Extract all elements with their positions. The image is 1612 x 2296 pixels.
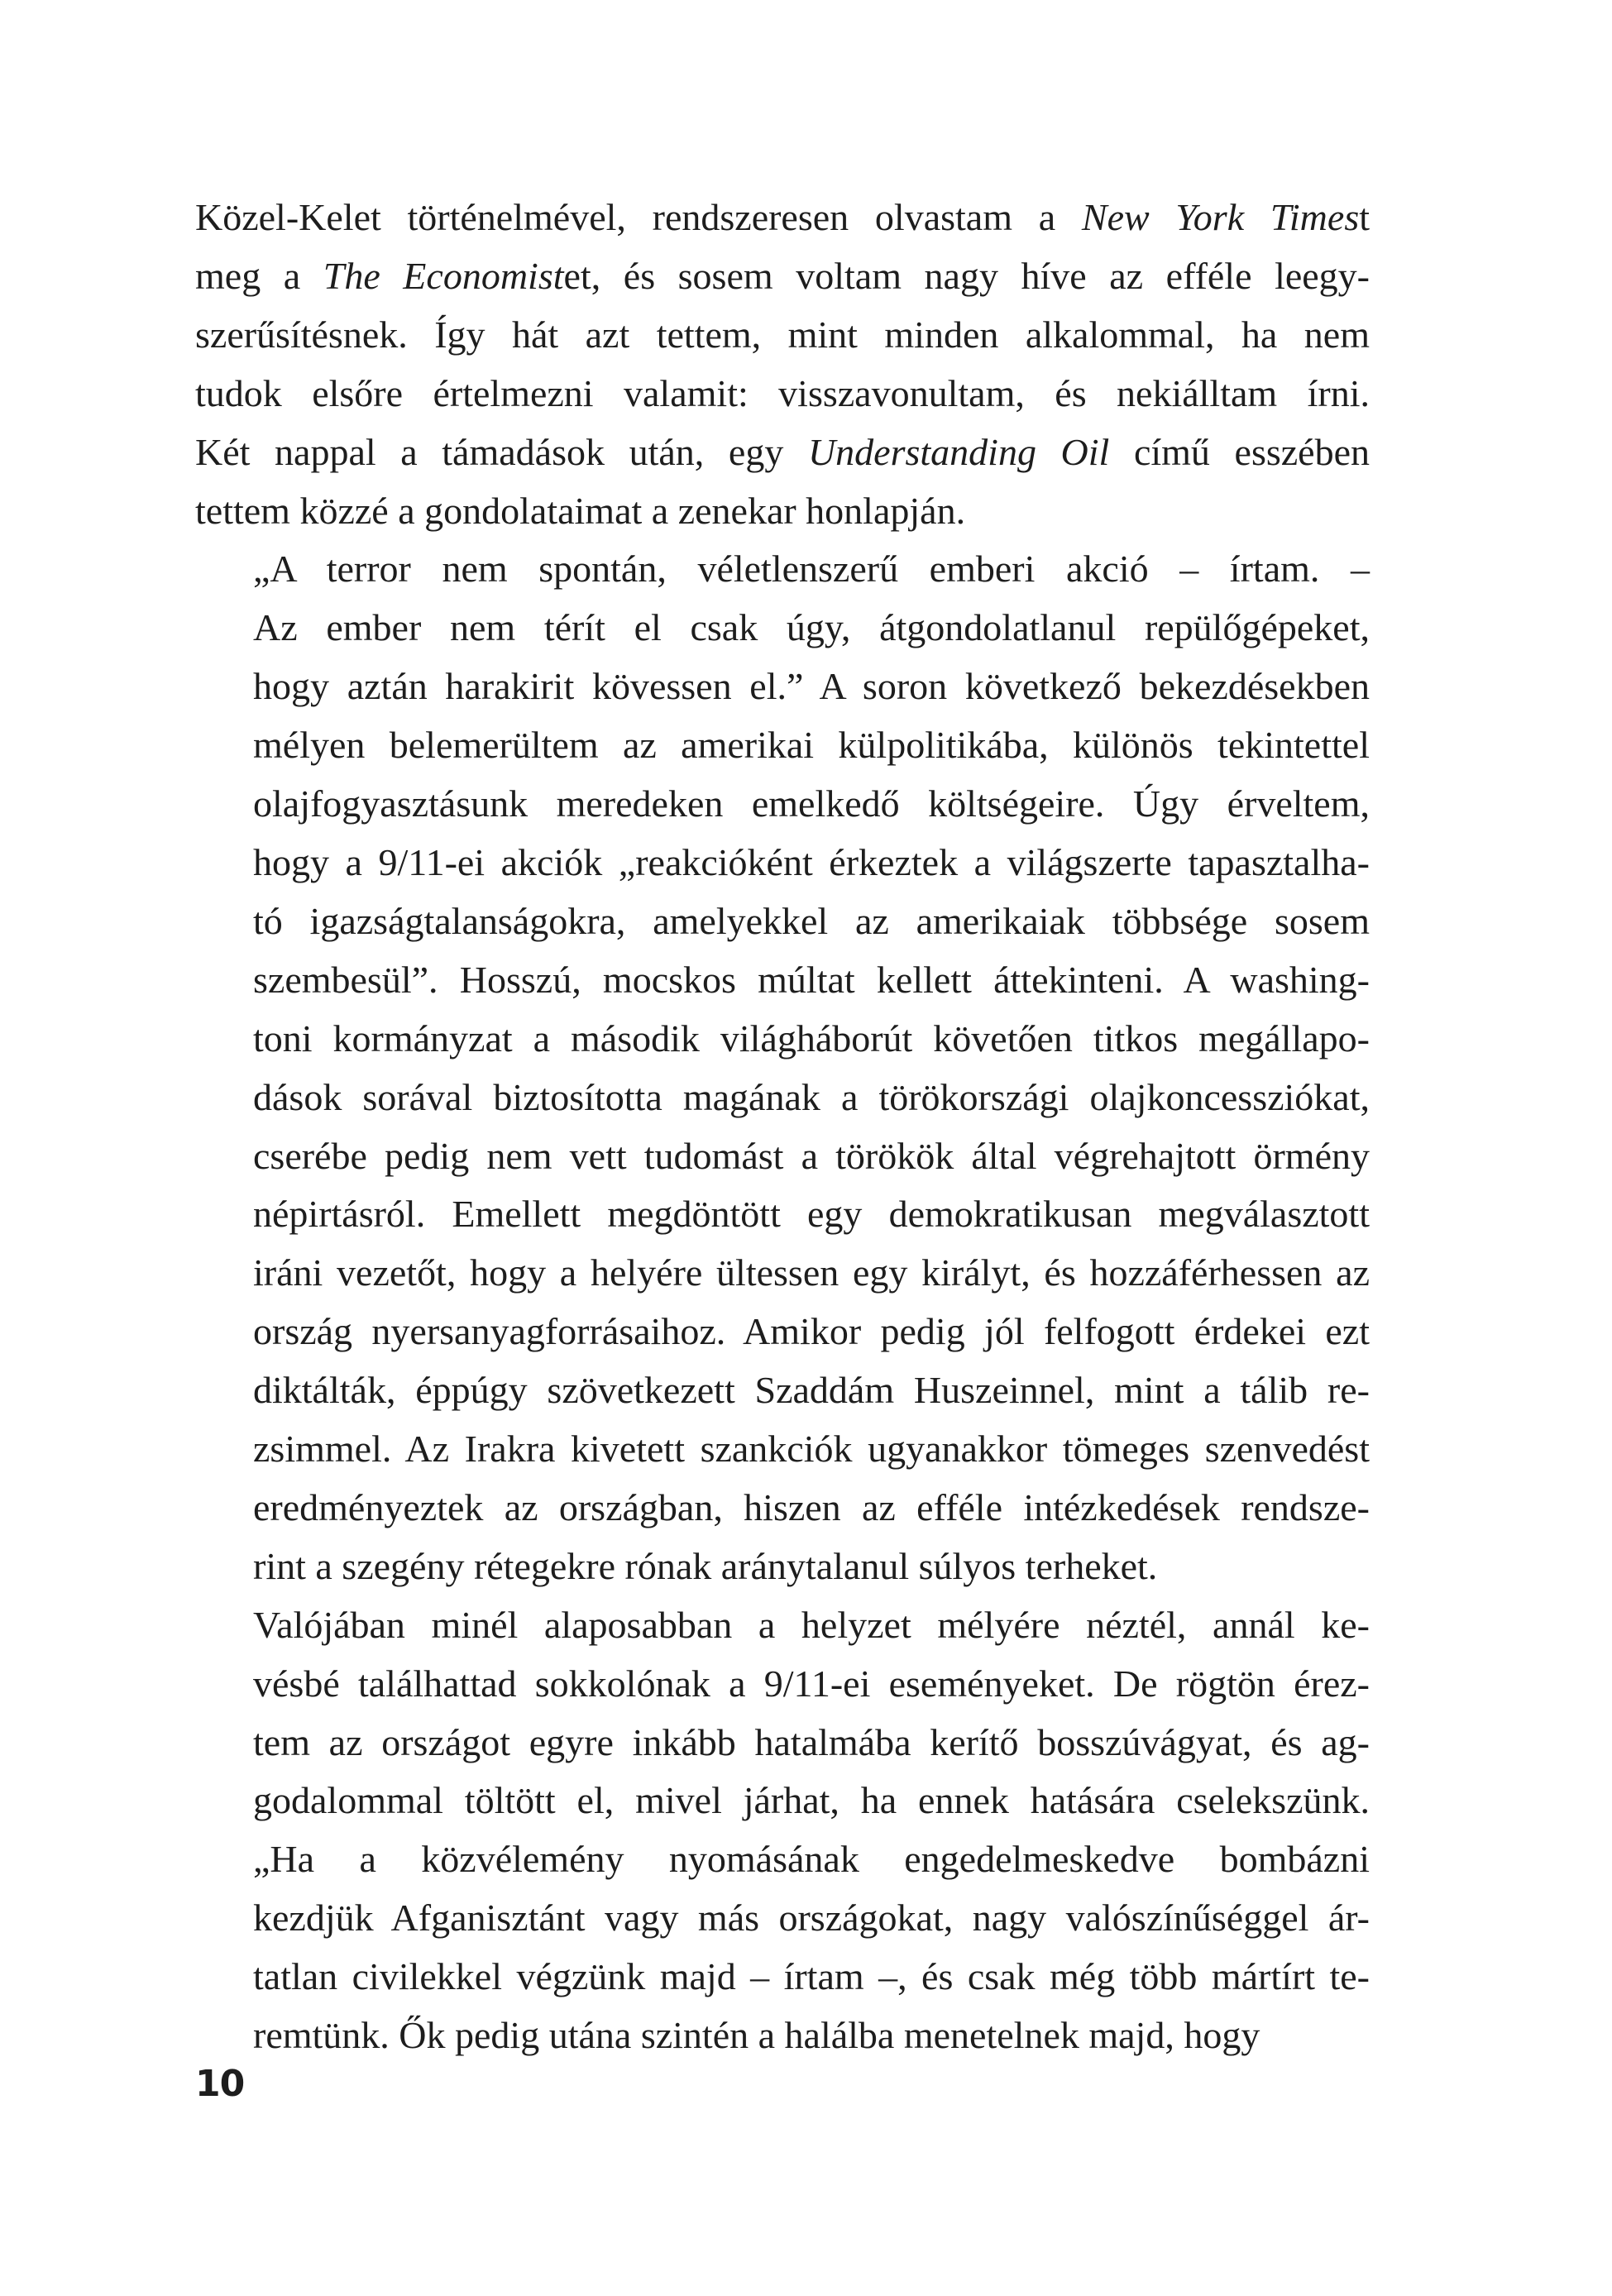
text-segment: t	[1359, 196, 1370, 238]
text-line	[195, 1244, 1370, 1303]
text-line	[195, 2007, 1370, 2065]
text-segment: tem az országot egyre inkább hatalmába kerítő bosszúvágyat, és ag-	[253, 1720, 1370, 1763]
text-segment: tettem közzé a gondolataimat a zenekar honlapján.	[195, 489, 966, 532]
text-line	[195, 1069, 1370, 1127]
text-line	[195, 482, 1370, 541]
text-line	[195, 540, 1370, 599]
text-segment: diktálták, éppúgy szövetkezett Szaddám Huszeinnel, mint a tálib re-	[253, 1369, 1370, 1412]
text-segment: szembesül”. Hosszú, mocskos múltat kellett áttekinteni. A washing-	[253, 958, 1370, 1001]
text-line	[195, 1714, 1370, 1772]
italic-title: The Economist	[323, 254, 564, 297]
text-line	[195, 1889, 1370, 1948]
text-line	[195, 247, 1370, 306]
text-line	[195, 1655, 1370, 1714]
text-line	[195, 1303, 1370, 1361]
text-line	[195, 1596, 1370, 1655]
text-segment: eredményeztek az országban, hiszen az efféle intézkedések rendsze-	[253, 1485, 1370, 1528]
text-segment: olajfogyasztásunk meredeken emelkedő költségeire. Úgy érveltem,	[253, 782, 1370, 825]
italic-title: New York Times	[1081, 196, 1360, 238]
text-segment: rint a szegény rétegekre rónak aránytalanul súlyos terheket.	[253, 1544, 1158, 1587]
text-line	[195, 834, 1370, 892]
text-segment: ország nyersanyagforrásaihoz. Amikor pedig jól felfogott érdekei ezt	[253, 1310, 1370, 1353]
text-segment: toni kormányzat a második világháborút követően titkos megállapo-	[253, 1016, 1370, 1060]
text-line	[195, 189, 1370, 247]
text-segment: godalommal töltött el, mivel járhat, ha ennek hatására cselekszünk.	[253, 1779, 1370, 1822]
text-segment: tatlan civilekkel végzünk majd – írtam –, és csak még több mártírt te-	[253, 1955, 1370, 1998]
page-number: 10	[195, 2063, 245, 2105]
text-segment: iráni vezetőt, hogy a helyére ültessen egy királyt, és hozzáférhessen az	[253, 1251, 1370, 1294]
paragraph	[195, 189, 1370, 540]
text-line	[195, 1361, 1370, 1420]
text-line	[195, 1479, 1370, 1538]
text-segment: népirtásról. Emellett megdöntött egy demokratikusan megválasztott	[253, 1193, 1370, 1236]
text-line	[195, 775, 1370, 834]
text-segment: Két nappal a támadások után, egy	[195, 430, 808, 473]
text-line	[195, 599, 1370, 658]
body-text	[195, 189, 1370, 2065]
text-segment: hogy aztán harakirit kövessen el.” A soron következő bekezdésekben	[253, 665, 1370, 708]
text-segment: mélyen belemerültem az amerikai külpolitikába, különös tekintettel	[253, 724, 1370, 767]
text-line	[195, 1772, 1370, 1830]
italic-title: Understanding Oil	[807, 430, 1110, 473]
text-line	[195, 365, 1370, 423]
text-segment: vésbé találhattad sokkolónak a 9/11-ei eseményeket. De rögtön érez-	[253, 1662, 1370, 1705]
text-segment: Az ember nem térít el csak úgy, átgondolatlanul repülőgépeket,	[253, 606, 1370, 649]
text-line	[195, 1127, 1370, 1186]
text-segment: tudok elsőre értelmezni valamit: visszavonultam, és nekiálltam írni.	[195, 371, 1370, 414]
text-line	[195, 892, 1370, 951]
text-line	[195, 1010, 1370, 1069]
text-line	[195, 716, 1370, 775]
text-segment: zsimmel. Az Irakra kivetett szankciók ugyanakkor tömeges szenvedést	[253, 1428, 1370, 1471]
text-segment: című esszében	[1109, 430, 1370, 473]
text-line	[195, 1830, 1370, 1889]
text-segment: „Ha a közvélemény nyomásának engedelmeskedve bombázni	[253, 1838, 1370, 1881]
text-segment: szerűsítésnek. Így hát azt tettem, mint minden alkalommal, ha nem	[195, 313, 1370, 356]
text-segment: Közel-Kelet történelmével, rendszeresen olvastam a	[195, 196, 1082, 238]
text-segment: et, és sosem voltam nagy híve az efféle leegy-	[563, 254, 1370, 297]
text-line	[195, 1185, 1370, 1244]
text-segment: Valójában minél alaposabban a helyzet mélyére néztél, annál ke-	[253, 1603, 1370, 1646]
text-segment: tó igazságtalanságokra, amelyekkel az amerikaiak többsége sosem	[253, 899, 1370, 942]
text-line	[195, 1420, 1370, 1479]
text-line	[195, 423, 1370, 482]
text-line	[195, 1948, 1370, 2007]
text-line	[195, 951, 1370, 1010]
text-segment: kezdjük Afganisztánt vagy más országokat, nagy valószínűséggel ár-	[253, 1897, 1370, 1940]
text-segment: cserébe pedig nem vett tudomást a törökök által végrehajtott örmény	[253, 1134, 1370, 1177]
text-segment: hogy a 9/11-ei akciók „reakcióként érkeztek a világszerte tapasztalha-	[253, 840, 1370, 883]
text-line	[195, 658, 1370, 716]
text-segment: „A terror nem spontán, véletlenszerű emberi akció – írtam. –	[253, 548, 1370, 591]
paragraph	[195, 1596, 1370, 2065]
text-segment: dások sorával biztosította magának a törökországi olajkoncessziókat,	[253, 1075, 1370, 1118]
paragraph	[195, 540, 1370, 1595]
text-line	[195, 306, 1370, 365]
text-line	[195, 1538, 1370, 1596]
text-segment: meg a	[195, 254, 323, 297]
text-segment: remtünk. Ők pedig utána szintén a halálba menetelnek majd, hogy	[253, 2014, 1260, 2057]
